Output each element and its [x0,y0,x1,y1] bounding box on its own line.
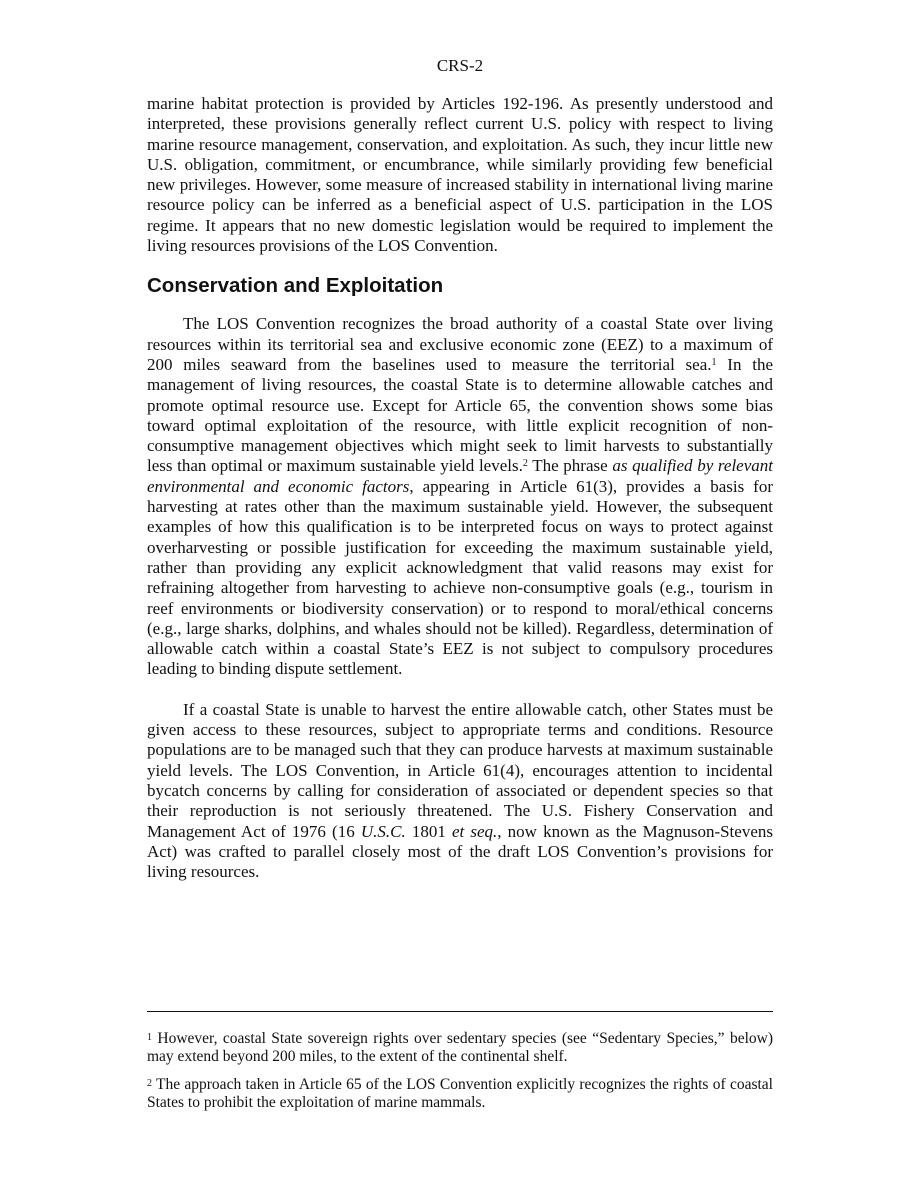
section-heading: Conservation and Exploitation [147,274,444,298]
text-span: , appearing in Article 61(3), provides a basis for harvesting at rates other than the maximum sustainable yield. However, the subsequent examples of how this qualification is to be interpreted focus on ways to protect against overharvesting or possible justification for exceeding the maximum sustainable yield, rather than providing any explicit acknowledgment that valid reasons may exist for refraining altogether from harvesting to achieve non-consumptive goals (e.g., tourism in reef environments or biodiversity conservation) or to respond to moral/ethical concerns (e.g., large sharks, dolphins, and whales should not be killed). Regardless, determination of allowable catch within a coastal State’s EEZ is not subject to compulsory procedures leading to binding dispute settlement. [147,476,773,679]
footnote-divider [147,1011,773,1012]
italic-phrase: as qualified by relevant environmental and economic factors [147,456,773,496]
paragraph-conservation-1 [147,314,773,679]
italic-citation: U.S.C. [360,821,406,841]
footnote-marker: 2 [147,1077,152,1089]
footnotes [147,1030,773,1121]
footnote-2 [147,1076,773,1113]
footnote-ref-1[interactable]: 1 [711,356,717,368]
footnote-marker: 1 [147,1032,152,1043]
text-span: 1801 [405,821,452,841]
paragraph-conservation-2 [147,700,773,883]
text-span: In the management of living resources, the coastal State is to determine allowable catches and promote optimal resource use. Except for Article 65, the convention shows some bias toward optimal exploitation of the resource, with little explicit recognition of non-consumptive management objectives which might seek to limit harvests to substantially less than optimal or maximum sustainable yield levels. [147,354,773,476]
text-span: If a coastal State is unable to harvest the entire allowable catch, other States must be given access to these resources, subject to appropriate terms and conditions. Resource populations are to be managed such that they can produce harvests at maximum sustainable yield levels. The LOS Convention, in Article 61(4), encourages attention to incidental bycatch concerns by calling for consideration of associated or dependent species so that their reproduction is not seriously threatened. The U.S. Fishery Conservation and Management Act of 1976 (16 [147,699,773,841]
intro-paragraph: marine habitat protection is provided by Articles 192-196. As presently understood and interpreted, these provisions generally reflect current U.S. policy with respect to living marine resource management, conservation, and exploitation. As such, they incur little new U.S. obligation, commitment, or encumbrance, while similarly providing few beneficial new privileges. However, some measure of increased stability in international living marine resource policy can be inferred as a beneficial aspect of U.S. participation in the LOS regime. It appears that no new domestic legislation would be required to implement the living resources provisions of the LOS Convention. [147,94,773,256]
text-span: , now known as the Magnuson-Stevens Act) was crafted to parallel closely most of the draft LOS Convention’s provisions for living resources. [147,821,773,882]
paragraph-spacer [147,680,773,700]
footnote-text: However, coastal State sovereign rights over sedentary species (see “Sedentary Species,” below) may extend beyond 200 miles, to the extent of the continental shelf. [147,1030,773,1066]
footnote-1 [147,1030,773,1067]
footnote-text: The approach taken in Article 65 of the LOS Convention explicitly recognizes the rights of coastal States to prohibit the exploitation of marine mammals. [147,1075,773,1111]
text-span: The LOS Convention recognizes the broad authority of a coastal State over living resources within its territorial sea and exclusive economic zone (EEZ) to a maximum of 200 miles seaward from the baselines used to measure the territorial sea. [147,314,773,374]
italic-citation: et seq. [451,821,498,841]
text-span: The phrase [527,456,613,476]
page-number: CRS-2 [436,56,484,75]
document-body [147,94,773,882]
footnote-ref-2[interactable]: 2 [522,458,528,470]
